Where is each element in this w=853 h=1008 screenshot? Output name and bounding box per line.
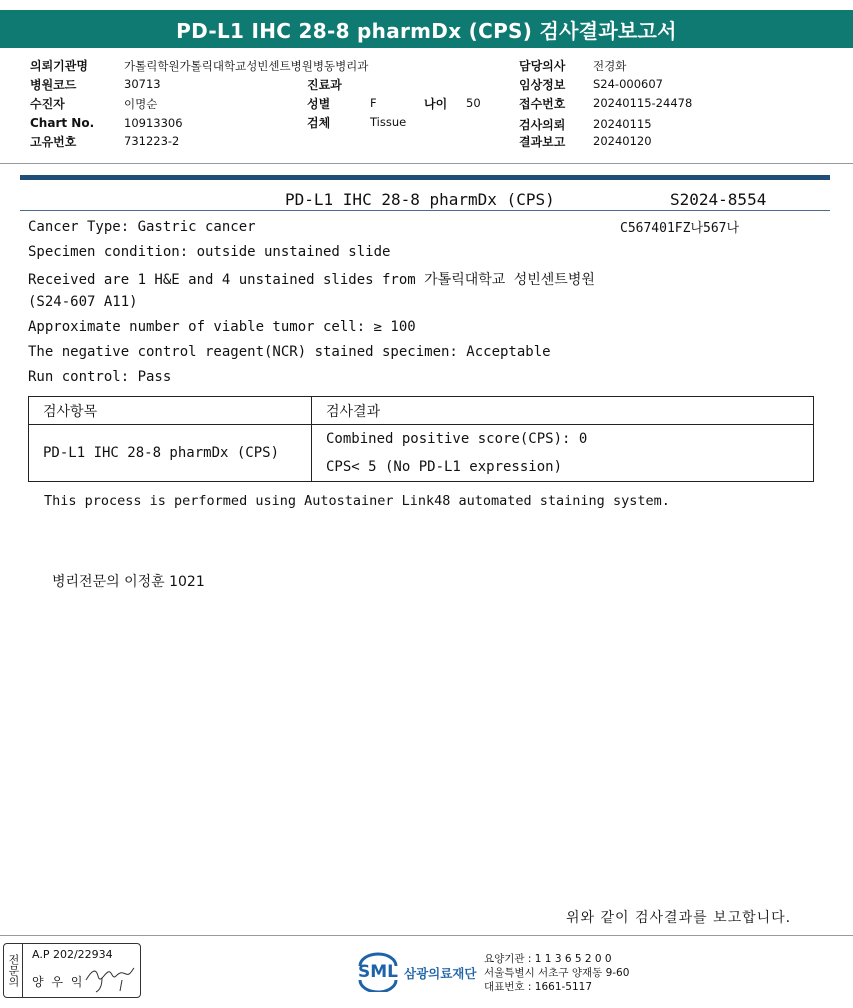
- test-request-value: 20240115: [593, 117, 652, 131]
- ward-value: 병동병리과: [312, 59, 369, 73]
- footer-divider: [0, 935, 853, 936]
- receipt-no-label: 접수번호: [519, 97, 566, 111]
- body-line-run-control: Run control: Pass: [28, 369, 172, 385]
- institution-label: 의뢰기관명: [30, 59, 88, 73]
- results-table: [28, 396, 814, 482]
- footer-address: 서울특별시 서초구 양재동 9-60: [484, 967, 630, 979]
- body-line-tumor-cell: Approximate number of viable tumor cell: ≥ 100: [28, 319, 416, 335]
- hospital-code-label: 병원코드: [30, 78, 77, 92]
- body-line-received: Received are 1 H&E and 4 unstained slides from 가톨릭대학교 성빈센트병원: [28, 272, 595, 288]
- section-code: C567401FZ나567나: [620, 221, 740, 236]
- chart-no-label: Chart No.: [30, 116, 95, 130]
- unique-no-value: 731223-2: [124, 134, 180, 148]
- sml-logo-text: SML: [358, 962, 398, 982]
- result-cps-score: Combined positive score(CPS): 0: [326, 431, 588, 447]
- clinical-info-label: 임상정보: [519, 78, 566, 92]
- patient-name-value: 이명순: [124, 97, 158, 111]
- table-cell-result: [312, 425, 814, 482]
- handwritten-signature: [82, 960, 138, 994]
- body-line-ncr: The negative control reagent(NCR) stained specimen: Acceptable: [28, 344, 551, 360]
- table-header-result: 검사결과: [312, 397, 814, 425]
- signer-name: 양 우 익: [32, 975, 85, 989]
- stamp-vertical-label: 전문의: [7, 954, 20, 987]
- physician-label: 담당의사: [519, 59, 566, 73]
- process-note: This process is performed using Autostainer Link48 automated staining system.: [44, 493, 670, 509]
- sex-value: F: [370, 96, 377, 110]
- signature-box: [3, 943, 141, 998]
- table-header-item: 검사항목: [29, 397, 312, 425]
- age-value: 50: [466, 96, 481, 110]
- unique-no-label: 고유번호: [30, 135, 77, 149]
- table-cell-item: PD-L1 IHC 28-8 pharmDx (CPS): [29, 425, 312, 482]
- hospital-code-value: 30713: [124, 77, 161, 91]
- clinical-info-value: S24-000607: [593, 77, 663, 91]
- specimen-label: 검체: [307, 116, 331, 130]
- care-institution-no: 요양기관 : 1 1 3 6 5 2 0 0: [484, 953, 612, 965]
- ap-number: A.P 202/22934: [32, 948, 113, 961]
- physician-value: 전경화: [593, 59, 627, 73]
- body-line-specimen-condition: Specimen condition: outside unstained slide: [28, 244, 391, 260]
- sex-label: 성별: [307, 97, 331, 111]
- header-divider: [0, 163, 853, 164]
- section-case-no: S2024-8554: [670, 190, 767, 209]
- result-report-value: 20240120: [593, 134, 652, 148]
- footer-phone: 대표번호 : 1661-5117: [484, 981, 593, 993]
- body-line-slide-no: (S24-607 A11): [28, 294, 138, 310]
- section-top-rule: [20, 175, 830, 180]
- patient-name-label: 수진자: [30, 97, 65, 111]
- age-label: 나이: [424, 97, 448, 111]
- department-label: 진료과: [307, 78, 342, 92]
- foundation-name: 삼광의료재단: [404, 966, 477, 981]
- institution-value: 가톨릭학원가톨릭대학교성빈센트병원병동병리과: [124, 59, 369, 73]
- closing-statement: 위와 같이 검사결과를 보고합니다.: [566, 910, 792, 926]
- test-request-label: 검사의뢰: [519, 118, 566, 132]
- result-report-label: 결과보고: [519, 135, 566, 149]
- section-bottom-rule: [20, 210, 830, 211]
- chart-no-value: 10913306: [124, 116, 183, 130]
- pathologist-signature: 병리전문의 이정훈 1021: [52, 574, 205, 590]
- specimen-value: Tissue: [370, 115, 407, 129]
- body-line-cancer-type: Cancer Type: Gastric cancer: [28, 219, 256, 235]
- receipt-no-value: 20240115-24478: [593, 96, 693, 110]
- section-test-name: PD-L1 IHC 28-8 pharmDx (CPS): [285, 190, 555, 209]
- result-cps-interpretation: CPS< 5 (No PD-L1 expression): [326, 459, 563, 475]
- report-title: PD-L1 IHC 28-8 pharmDx (CPS) 검사결과보고서: [0, 10, 853, 48]
